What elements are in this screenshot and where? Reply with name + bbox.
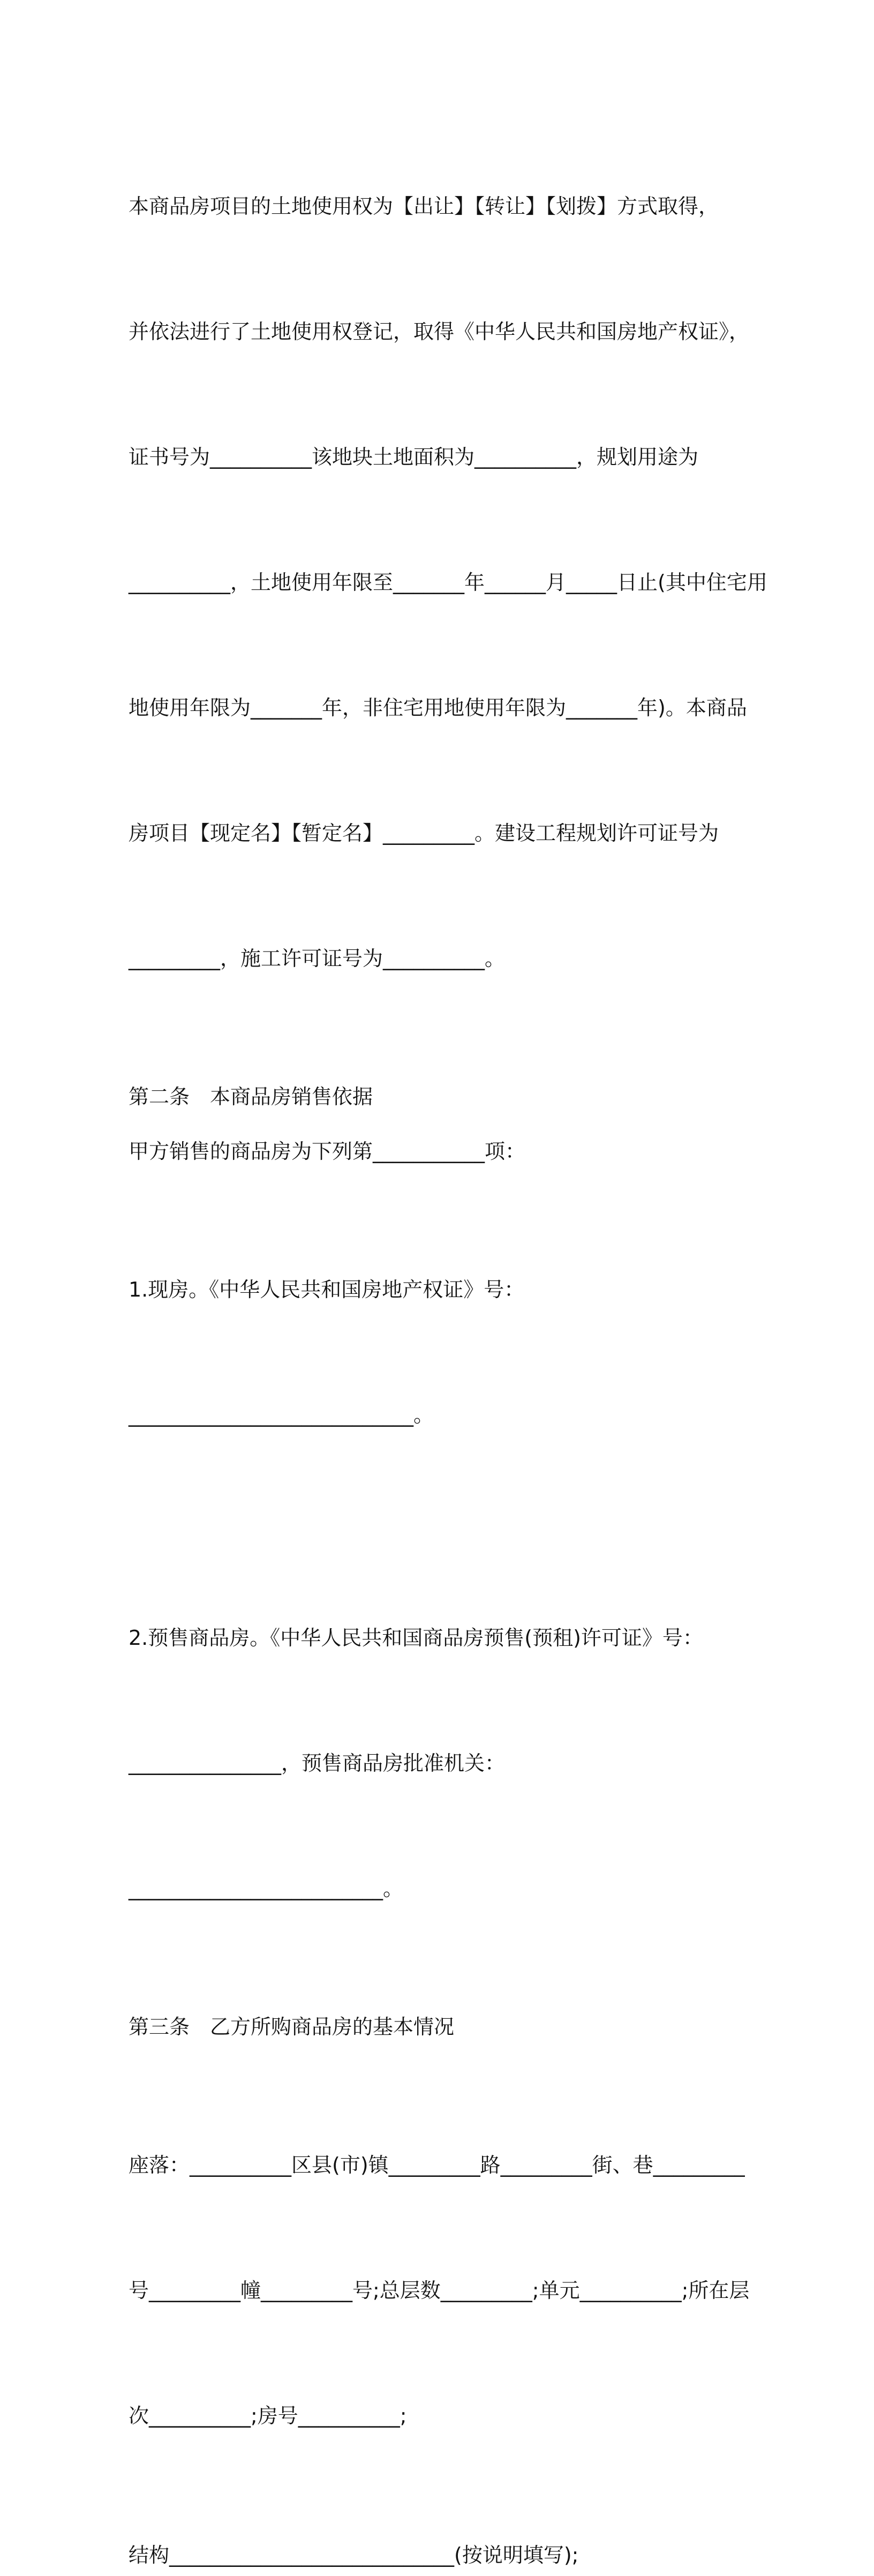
item-2-line: _______________，预售商品房批准机关： [129,1751,506,1775]
location-line: 座落：__________区县(市)镇_________路_________街、巷_________ [129,2153,745,2177]
item-2-line: _________________________。 [129,1877,404,1900]
location-line: 次__________;房号__________; [129,2404,407,2428]
item-1-line: 1.现房。《中华人民共和国房地产权证》号： [129,1278,525,1301]
article-2-heading: 第二条 本商品房销售依据 [129,1085,373,1109]
item-2-presale-house [129,1533,750,1993]
item-2-line: 2.预售商品房。《中华人民共和国商品房预售(预租)许可证》号： [129,1626,703,1650]
location-paragraph [129,2061,750,2520]
item-1-line: ____________________________。 [129,1403,434,1427]
document-body [129,102,767,2576]
item-1-existing-house [129,1185,750,1519]
paragraph-line: 本商品房项目的土地使用权为【出让】【转让】【划拨】方式取得， [129,194,719,218]
paragraph-line: 地使用年限为_______年，非住宅用地使用年限为_______年)。本商品 [129,696,747,720]
article-2-intro: 甲方销售的商品房为下列第___________项： [129,1140,526,1163]
article-3-heading: 第三条 乙方所购商品房的基本情况 [129,2015,455,2039]
paragraph-line: _________，施工许可证号为__________。 [129,947,506,970]
structure-line: 结构____________________________(按说明填写); [129,2543,579,2567]
paragraph-line: 并依法进行了土地使用权登记，取得《中华人民共和国房地产权证》， [129,320,750,343]
paragraph-line: __________，土地使用年限至_______年______月_____日止(其中住宅用 [129,571,767,594]
paragraph-line: 房项目【现定名】【暂定名】_________。建设工程规划许可证号为 [129,821,719,845]
location-line: 号_________幢_________号;总层数_________;单元__________;所在层 [129,2279,750,2302]
land-use-paragraph [129,102,767,1063]
paragraph-line: 证书号为__________该地块土地面积为__________，规划用途为 [129,445,699,469]
